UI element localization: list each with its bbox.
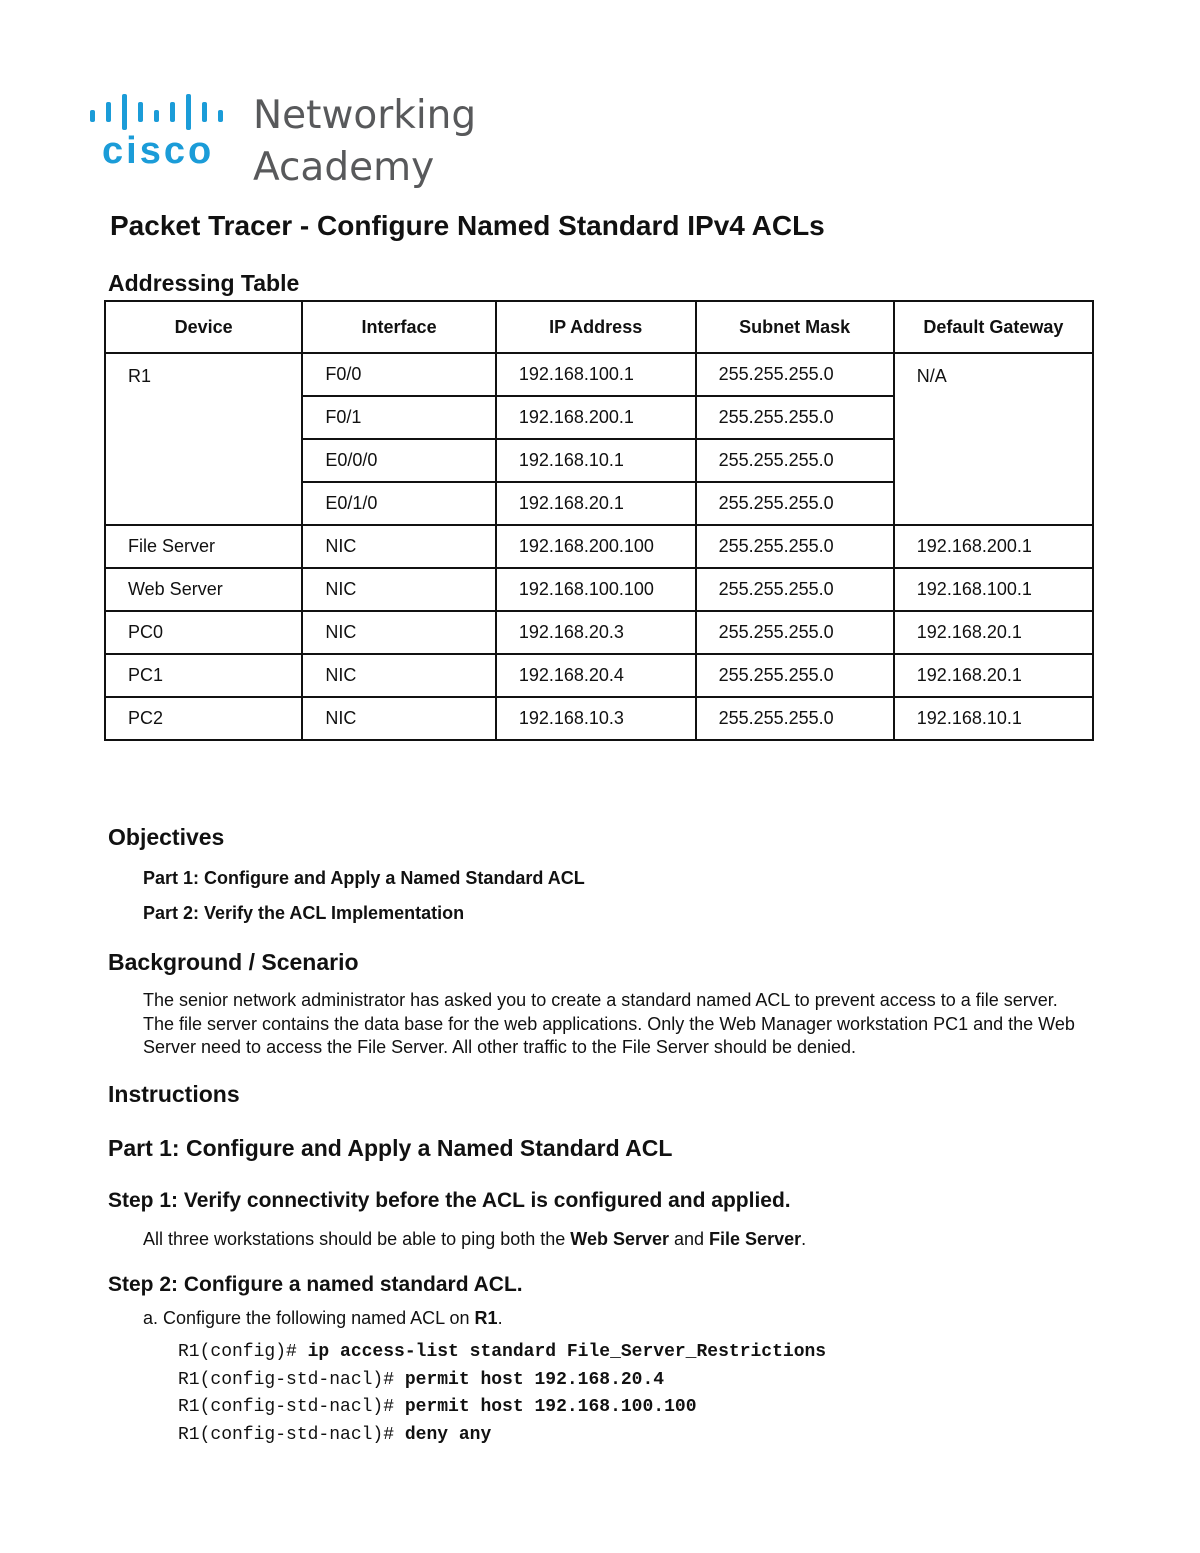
cell-interface: NIC: [302, 654, 495, 697]
table-row: [105, 611, 1093, 654]
cell-ip: 192.168.10.3: [496, 697, 696, 740]
step-2-heading: Step 2: Configure a named standard ACL.: [108, 1273, 523, 1296]
step-2a-text: [143, 1307, 1083, 1331]
cell-device: PC2: [105, 697, 302, 740]
command-prompt: R1(config-std-nacl)#: [178, 1370, 405, 1390]
cell-gateway: 192.168.10.1: [894, 697, 1093, 740]
web-server-label: Web Server: [570, 1229, 669, 1249]
page-title: Packet Tracer - Configure Named Standard IPv4 ACLs: [110, 210, 825, 241]
step-1-heading: Step 1: Verify connectivity before the ACL is configured and applied.: [108, 1189, 791, 1212]
table-row: [105, 353, 1093, 396]
header-default-gateway: Default Gateway: [894, 301, 1093, 353]
cell-device: PC0: [105, 611, 302, 654]
cisco-wordmark: cisco: [102, 130, 215, 172]
cisco-networking-academy-logo: [88, 90, 488, 190]
command-text: deny any: [404, 1425, 492, 1445]
objective-part-2: Part 2: Verify the ACL Implementation: [143, 903, 465, 923]
part-1-heading: Part 1: Configure and Apply a Named Standard ACL: [108, 1135, 673, 1161]
cell-gateway-r1: N/A: [894, 353, 1093, 525]
command-line: [178, 1370, 664, 1390]
cell-gateway: 192.168.200.1: [894, 525, 1093, 568]
cell-ip: 192.168.100.1: [496, 353, 696, 396]
objective-part-1: Part 1: Configure and Apply a Named Standard ACL: [143, 868, 585, 888]
cell-ip: 192.168.20.3: [496, 611, 696, 654]
cell-mask: 255.255.255.0: [696, 525, 894, 568]
background-text: The senior network administrator has asked you to create a standard named ACL to prevent access to a file server. The file server contains the data base for the web applications. Only the Web Manager workstation PC1 and the Web Server need to access the File Server. All other traffic to the File Server should be denied.: [143, 990, 1075, 1057]
cell-interface: F0/1: [302, 396, 495, 439]
cell-gateway: 192.168.20.1: [894, 654, 1093, 697]
cell-ip: 192.168.200.100: [496, 525, 696, 568]
cell-mask: 255.255.255.0: [696, 353, 894, 396]
step-2a-post: .: [497, 1308, 503, 1328]
command-text: ip access-list standard File_Server_Restrictions: [307, 1342, 827, 1362]
cell-device-r1: R1: [105, 353, 302, 525]
background-heading: Background / Scenario: [108, 949, 359, 975]
table-row: [105, 525, 1093, 568]
cell-interface: E0/0/0: [302, 439, 495, 482]
logo-text: [253, 90, 476, 194]
cell-interface: F0/0: [302, 353, 495, 396]
table-header-row: [105, 301, 1093, 353]
command-prompt: R1(config)#: [178, 1342, 308, 1362]
cell-device: Web Server: [105, 568, 302, 611]
command-prompt: R1(config-std-nacl)#: [178, 1397, 405, 1417]
header-subnet-mask: Subnet Mask: [696, 301, 894, 353]
command-line: [178, 1425, 491, 1445]
cisco-bars-icon: [88, 94, 238, 130]
file-server-label: File Server: [709, 1229, 802, 1249]
cell-device: PC1: [105, 654, 302, 697]
addressing-table-heading: Addressing Table: [108, 270, 300, 296]
table-row: [105, 697, 1093, 740]
cell-mask: 255.255.255.0: [696, 482, 894, 525]
step-1-text-pre: All three workstations should be able to ping both the: [143, 1229, 571, 1249]
cell-ip: 192.168.20.4: [496, 654, 696, 697]
step-1-text-mid: and: [669, 1229, 710, 1249]
cell-ip: 192.168.10.1: [496, 439, 696, 482]
addressing-table: [104, 300, 1094, 741]
cell-interface: E0/1/0: [302, 482, 495, 525]
step-1-text-post: .: [801, 1229, 807, 1249]
cell-gateway: 192.168.20.1: [894, 611, 1093, 654]
step-2a-pre: a. Configure the following named ACL on: [143, 1308, 475, 1328]
cell-mask: 255.255.255.0: [696, 654, 894, 697]
table-row: [105, 654, 1093, 697]
cell-gateway: 192.168.100.1: [894, 568, 1093, 611]
logo-line-networking: Networking: [253, 93, 477, 138]
cell-ip: 192.168.20.1: [496, 482, 696, 525]
header-ip-address: IP Address: [496, 301, 696, 353]
cell-ip: 192.168.200.1: [496, 396, 696, 439]
cell-interface: NIC: [302, 697, 495, 740]
header-device: Device: [105, 301, 302, 353]
command-line: [178, 1397, 697, 1417]
cell-interface: NIC: [302, 525, 495, 568]
command-line: [178, 1342, 826, 1362]
table-row: [105, 568, 1093, 611]
step-1-text: [143, 1228, 1083, 1252]
cell-mask: 255.255.255.0: [696, 396, 894, 439]
command-text: permit host 192.168.100.100: [404, 1397, 697, 1417]
command-text: permit host 192.168.20.4: [404, 1370, 665, 1390]
cell-device: File Server: [105, 525, 302, 568]
instructions-heading: Instructions: [108, 1081, 240, 1107]
cell-ip: 192.168.100.100: [496, 568, 696, 611]
cell-mask: 255.255.255.0: [696, 568, 894, 611]
objectives-heading: Objectives: [108, 824, 225, 850]
cell-mask: 255.255.255.0: [696, 697, 894, 740]
cell-interface: NIC: [302, 611, 495, 654]
r1-label: R1: [474, 1308, 498, 1328]
command-prompt: R1(config-std-nacl)#: [178, 1425, 405, 1445]
cell-mask: 255.255.255.0: [696, 439, 894, 482]
logo-line-academy: Academy: [253, 145, 435, 190]
header-interface: Interface: [302, 301, 495, 353]
cell-interface: NIC: [302, 568, 495, 611]
cell-mask: 255.255.255.0: [696, 611, 894, 654]
